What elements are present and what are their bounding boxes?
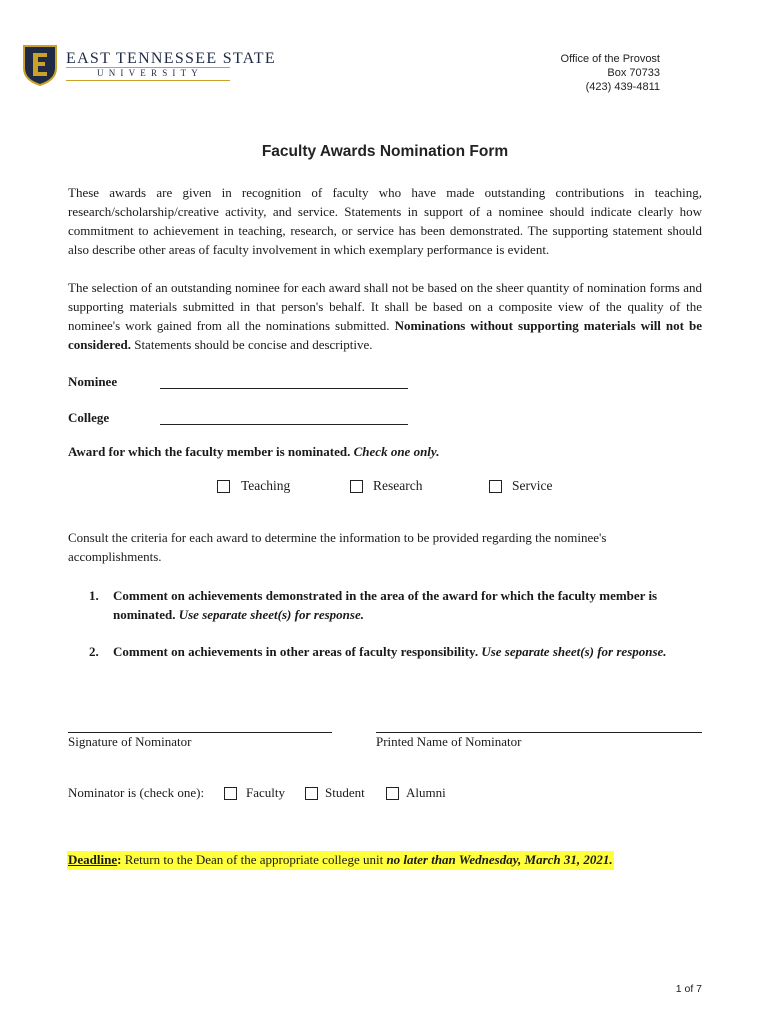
selection-paragraph [68, 278, 702, 354]
logo-divider-bottom [66, 80, 230, 81]
nominee-underline [160, 388, 408, 389]
service-option-label: Service [512, 478, 553, 493]
deadline-colon: : [117, 852, 122, 867]
college-field[interactable] [160, 408, 408, 424]
faculty-option-label: Faculty [246, 785, 285, 800]
teaching-checkbox[interactable] [217, 480, 230, 493]
student-checkbox[interactable] [305, 787, 318, 800]
nominee-label: Nominee [68, 374, 118, 389]
logo-wordmark-line2: UNIVERSITY [97, 68, 203, 78]
award-prompt-text: Award for which the faculty member is nominated. [68, 444, 354, 459]
faculty-checkbox[interactable] [224, 787, 237, 800]
signature-underline [68, 732, 332, 733]
office-line: Box 70733 [607, 67, 660, 79]
deadline-notice [67, 851, 614, 870]
research-checkbox[interactable] [350, 480, 363, 493]
deadline-text: Return to the Dean of the appropriate college unit [121, 852, 387, 867]
student-option-label: Student [325, 785, 365, 800]
printed-name-field[interactable] [376, 716, 702, 732]
selection-bold-text: Nominations without supporting materials will not be considered. [68, 318, 702, 352]
item-italic-note: Use separate sheet(s) for response. [481, 644, 667, 659]
award-prompt [68, 444, 439, 460]
college-underline [160, 424, 408, 425]
item-number: 2. [89, 644, 99, 659]
consult-paragraph: Consult the criteria for each award to determine the information to be provided regarding the nominee's accomplishments. [68, 530, 607, 564]
item-number: 1. [89, 588, 99, 603]
research-option-label: Research [373, 478, 423, 493]
deadline-label: Deadline [68, 852, 118, 867]
signature-label: Signature of Nominator [68, 734, 192, 749]
nominator-label: Nominator is (check one): [68, 785, 205, 800]
printed-name-underline [376, 732, 702, 733]
college-label: College [68, 410, 110, 425]
etsu-logo-shield [22, 44, 58, 86]
alumni-checkbox[interactable] [386, 787, 399, 800]
selection-text: The selection of an outstanding nominee for each award shall not be based on the sheer quantity of nomination forms and supporting materials submitted in that person's behalf. It shall be based on a composite view of the quality of the nominee's work gained from all the nominations submitted. [68, 280, 702, 333]
award-prompt-italic: Check one only. [353, 444, 440, 459]
item-comment-award-area [113, 586, 703, 624]
teaching-option-label: Teaching [241, 478, 291, 493]
deadline-date: no later than Wednesday, March 31, 2021. [386, 852, 613, 867]
item-text: Comment on achievements demonstrated in the area of the award for which the faculty member is nominated. [113, 588, 658, 622]
printed-name-label: Printed Name of Nominator [376, 734, 522, 749]
intro-paragraph: These awards are given in recognition of faculty who have made outstanding contributions in teaching, research/scholarship/creative activity, and service. Statements in support of a nominee should indicate clearly how commitment to achievement in teaching, research, or service has been demonstrated. The supporting statement should also describe other areas of faculty involvement in which exemplary performance is evident. [68, 185, 702, 257]
item-comment-other-areas [113, 642, 673, 661]
office-address [561, 52, 660, 94]
logo-wordmark-line1: EAST TENNESSEE STATE [66, 50, 276, 67]
office-line: (423) 439-4811 [585, 81, 660, 93]
nominee-field[interactable] [160, 372, 408, 388]
form-title: Faculty Awards Nomination Form [261, 143, 509, 160]
service-checkbox[interactable] [489, 480, 502, 493]
item-text: Comment on achievements in other areas of faculty responsibility. [113, 644, 482, 659]
office-line: Office of the Provost [560, 53, 660, 65]
item-italic-note: Use separate sheet(s) for response. [178, 607, 364, 622]
selection-tail-text: Statements should be concise and descriptive. [130, 337, 373, 352]
signature-field[interactable] [68, 716, 332, 732]
alumni-option-label: Alumni [406, 785, 446, 800]
page-number: 1 of 7 [675, 983, 702, 995]
